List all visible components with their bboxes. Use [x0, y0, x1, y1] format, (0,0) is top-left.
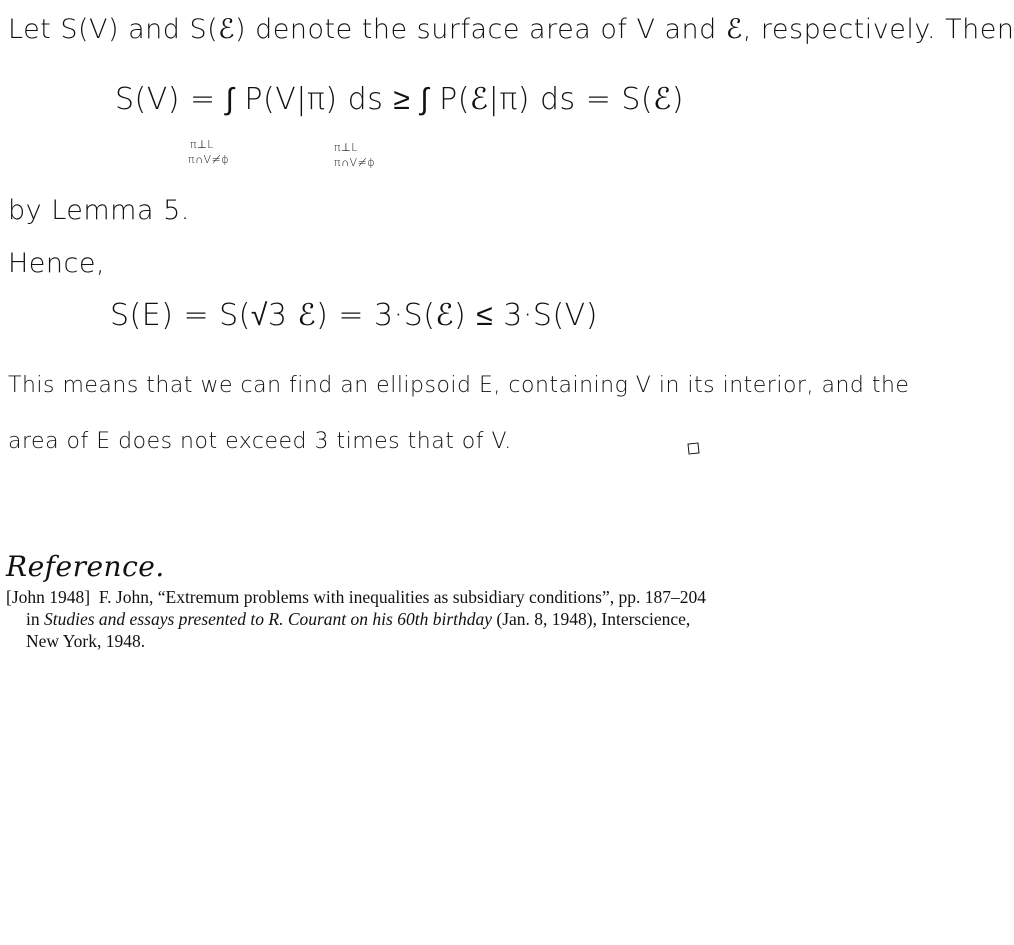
reference-text-before: F. John, “Extremum problems with inequalities as subsidiary conditions”, pp. 187–204 in [26, 587, 706, 629]
text-line-lemma: by Lemma 5. [8, 195, 190, 226]
reference-italic-title: Studies and essays presented to R. Courant on his 60th birthday [44, 609, 493, 629]
text-line-conclusion-1: This means that we can find an ellipsoid E, containing V in its interior, and the [8, 373, 910, 398]
integral-condition-1a: π⊥L [190, 138, 214, 151]
text-line-hence: Hence, [8, 248, 106, 279]
qed-square-icon [687, 442, 699, 454]
integral-condition-2b: π∩V≠ϕ [334, 156, 376, 169]
equation-surface-integral: S(V) = ∫ P(V|π) ds ≥ ∫ P(ℰ|π) ds = S(ℰ) [115, 82, 684, 117]
reference-entry [6, 586, 712, 652]
reference-text-after: (Jan. 8, 1948), Interscience, New York, 1948. [26, 609, 691, 651]
text-line-conclusion-2: area of E does not exceed 3 times that of V. [8, 429, 512, 454]
integral-condition-1b: π∩V≠ϕ [188, 153, 230, 166]
text-line-surface-area: Let S(V) and S(ℰ) denote the surface area of V and ℰ, respectively. Then [8, 14, 1014, 45]
reference-heading: Reference. [6, 550, 165, 583]
equation-ellipsoid-bound: S(E) = S(√3 ℰ) = 3·S(ℰ) ≤ 3·S(V) [110, 298, 598, 333]
reference-citation [6, 586, 712, 652]
integral-condition-2a: π⊥L [334, 141, 358, 154]
reference-key: [John 1948] [6, 587, 91, 607]
